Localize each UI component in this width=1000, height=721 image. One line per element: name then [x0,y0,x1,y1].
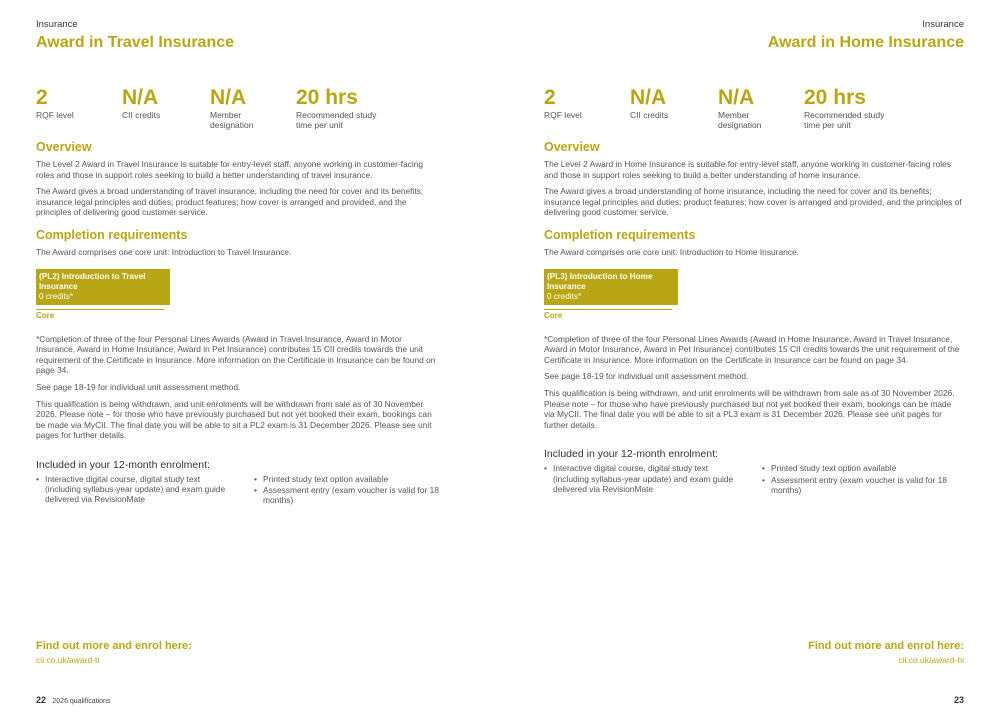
overview-heading: Overview [544,140,600,154]
included-list [544,463,964,503]
note-paragraph: See page 18-19 for individual unit assessment method. [544,371,749,382]
core-label: Core [36,309,164,320]
list-item: • Printed study text option available [254,474,454,484]
list-item: • Interactive digital course, digital study text (including syllabus-year update) and exam guide delivered via RevisionMate [544,463,744,494]
stat-member-designation: N/A Member designation [210,86,254,130]
overview-paragraph: The Award gives a broad understanding of travel insurance, including the need for cover and its benefits; insurance legal principles and duties; product features; how cover is arranged and provided, and the principles of delivering good customer service. [36,186,424,218]
completion-text: The Award comprises one core unit: Introduction to Travel Insurance. [36,246,292,257]
note-paragraph: *Completion of three of the four Personal Lines Awards (Award in Travel Insurance, Award in Motor Insurance, Award in Home Insurance, Award in Pet Insurance) contributes 15 CII credits towards the unit requirement of the Certificate in Insurance. More information on the Certificate in Insurance can be found on page 34. [36,333,436,376]
stat-cii-credits: N/A CII credits [122,86,161,120]
enrol-link[interactable]: cii.co.uk/award-hi [898,655,964,665]
completion-heading: Completion requirements [36,227,188,242]
main-content [36,140,441,514]
list-item: • Printed study text option available [762,463,962,473]
section-label: Insurance [36,19,78,30]
included-heading: Included in your 12-month enrolment: [36,458,210,471]
section-label: Insurance [922,19,964,30]
completion-heading: Completion requirements [544,227,696,242]
list-item: • Assessment entry (exam voucher is valid for 18 months) [254,485,454,505]
stats-row [36,86,476,130]
page-number: 22 [36,695,47,705]
page-number: 23 [953,695,964,705]
list-item: • Assessment entry (exam voucher is valid for 18 months) [762,475,962,495]
stat-study-time: 20 hrs Recommended study time per unit [296,86,377,130]
page-title: Award in Travel Insurance [36,34,235,51]
note-paragraph: See page 18-19 for individual unit assessment method. [36,381,241,392]
main-content [544,140,964,503]
footer [954,695,964,705]
stats-row [544,86,984,130]
overview-heading: Overview [36,140,92,154]
note-paragraph: This qualification is being withdrawn, and unit enrolments will be withdrawn from sale as of 30 November 2026. Please note – for those who have previously purchased but not yet booked their exam, bookings can be made via MyCII. The final date you will be able to sit a PL3 exam is 31 December 2026. Please see unit pages for further details. [544,387,955,430]
completion-text: The Award comprises one core unit: Introduction to Home Insurance. [544,246,799,257]
included-list [36,474,441,514]
core-label: Core [544,309,672,320]
right-page [500,0,1000,721]
overview-paragraph: The Level 2 Award in Home Insurance is suitable for entry-level staff, anyone working in customer-facing roles and those in support roles seeking to build a better understanding of home insurance. [544,159,952,180]
stat-cii-credits: N/A CII credits [630,86,669,120]
find-out-heading: Find out more and enrol here: [808,640,964,652]
stat-study-time: 20 hrs Recommended study time per unit [804,86,885,130]
find-out-heading: Find out more and enrol here: [36,640,192,652]
included-heading: Included in your 12-month enrolment: [544,448,718,461]
footer-label: 2026 qualifications [52,698,111,705]
note-paragraph: This qualification is being withdrawn, and unit enrolments will be withdrawn from sale as of 30 November 2026. Please note – for those who have previously purchased but not yet booked their exam, bookings can be made via MyCII. The final date you will be able to sit a PL2 exam is 31 December 2026. Please see unit pages for further details. [36,398,432,441]
unit-box[interactable]: (PL3) Introduction to Home Insurance 0 credits* [544,269,678,305]
stat-rqf-level: 2 RQF level [544,86,582,120]
stat-rqf-level: 2 RQF level [36,86,74,120]
note-paragraph: *Completion of three of the four Personal Lines Awards (Award in Home Insurance, Award in Travel Insurance, Award in Motor Insurance, Award in Pet Insurance) contributes 15 CII credits towards the unit requirement of the Certificate in Insurance. More information on the Certificate in Insurance can be found on page 34. [544,333,960,365]
footer [36,695,110,705]
page-title: Award in Home Insurance [767,34,964,51]
stat-member-designation: N/A Member designation [718,86,762,130]
overview-paragraph: The Award gives a broad understanding of home insurance, including the need for cover and its benefits; insurance legal principles and duties; product features; how cover is arranged and provided, and the principles of delivering good customer service. [544,186,962,218]
unit-box[interactable]: (PL2) Introduction to Travel Insurance 0 credits* [36,269,170,305]
overview-paragraph: The Level 2 Award in Travel Insurance is suitable for entry-level staff, anyone working in customer-facing roles and those in support roles seeking to build a better understanding of travel insurance. [36,159,423,180]
enrol-link[interactable]: cii.co.uk/award-ti [36,655,100,665]
list-item: • Interactive digital course, digital study text (including syllabus-year update) and exam guide delivered via RevisionMate [36,474,236,505]
